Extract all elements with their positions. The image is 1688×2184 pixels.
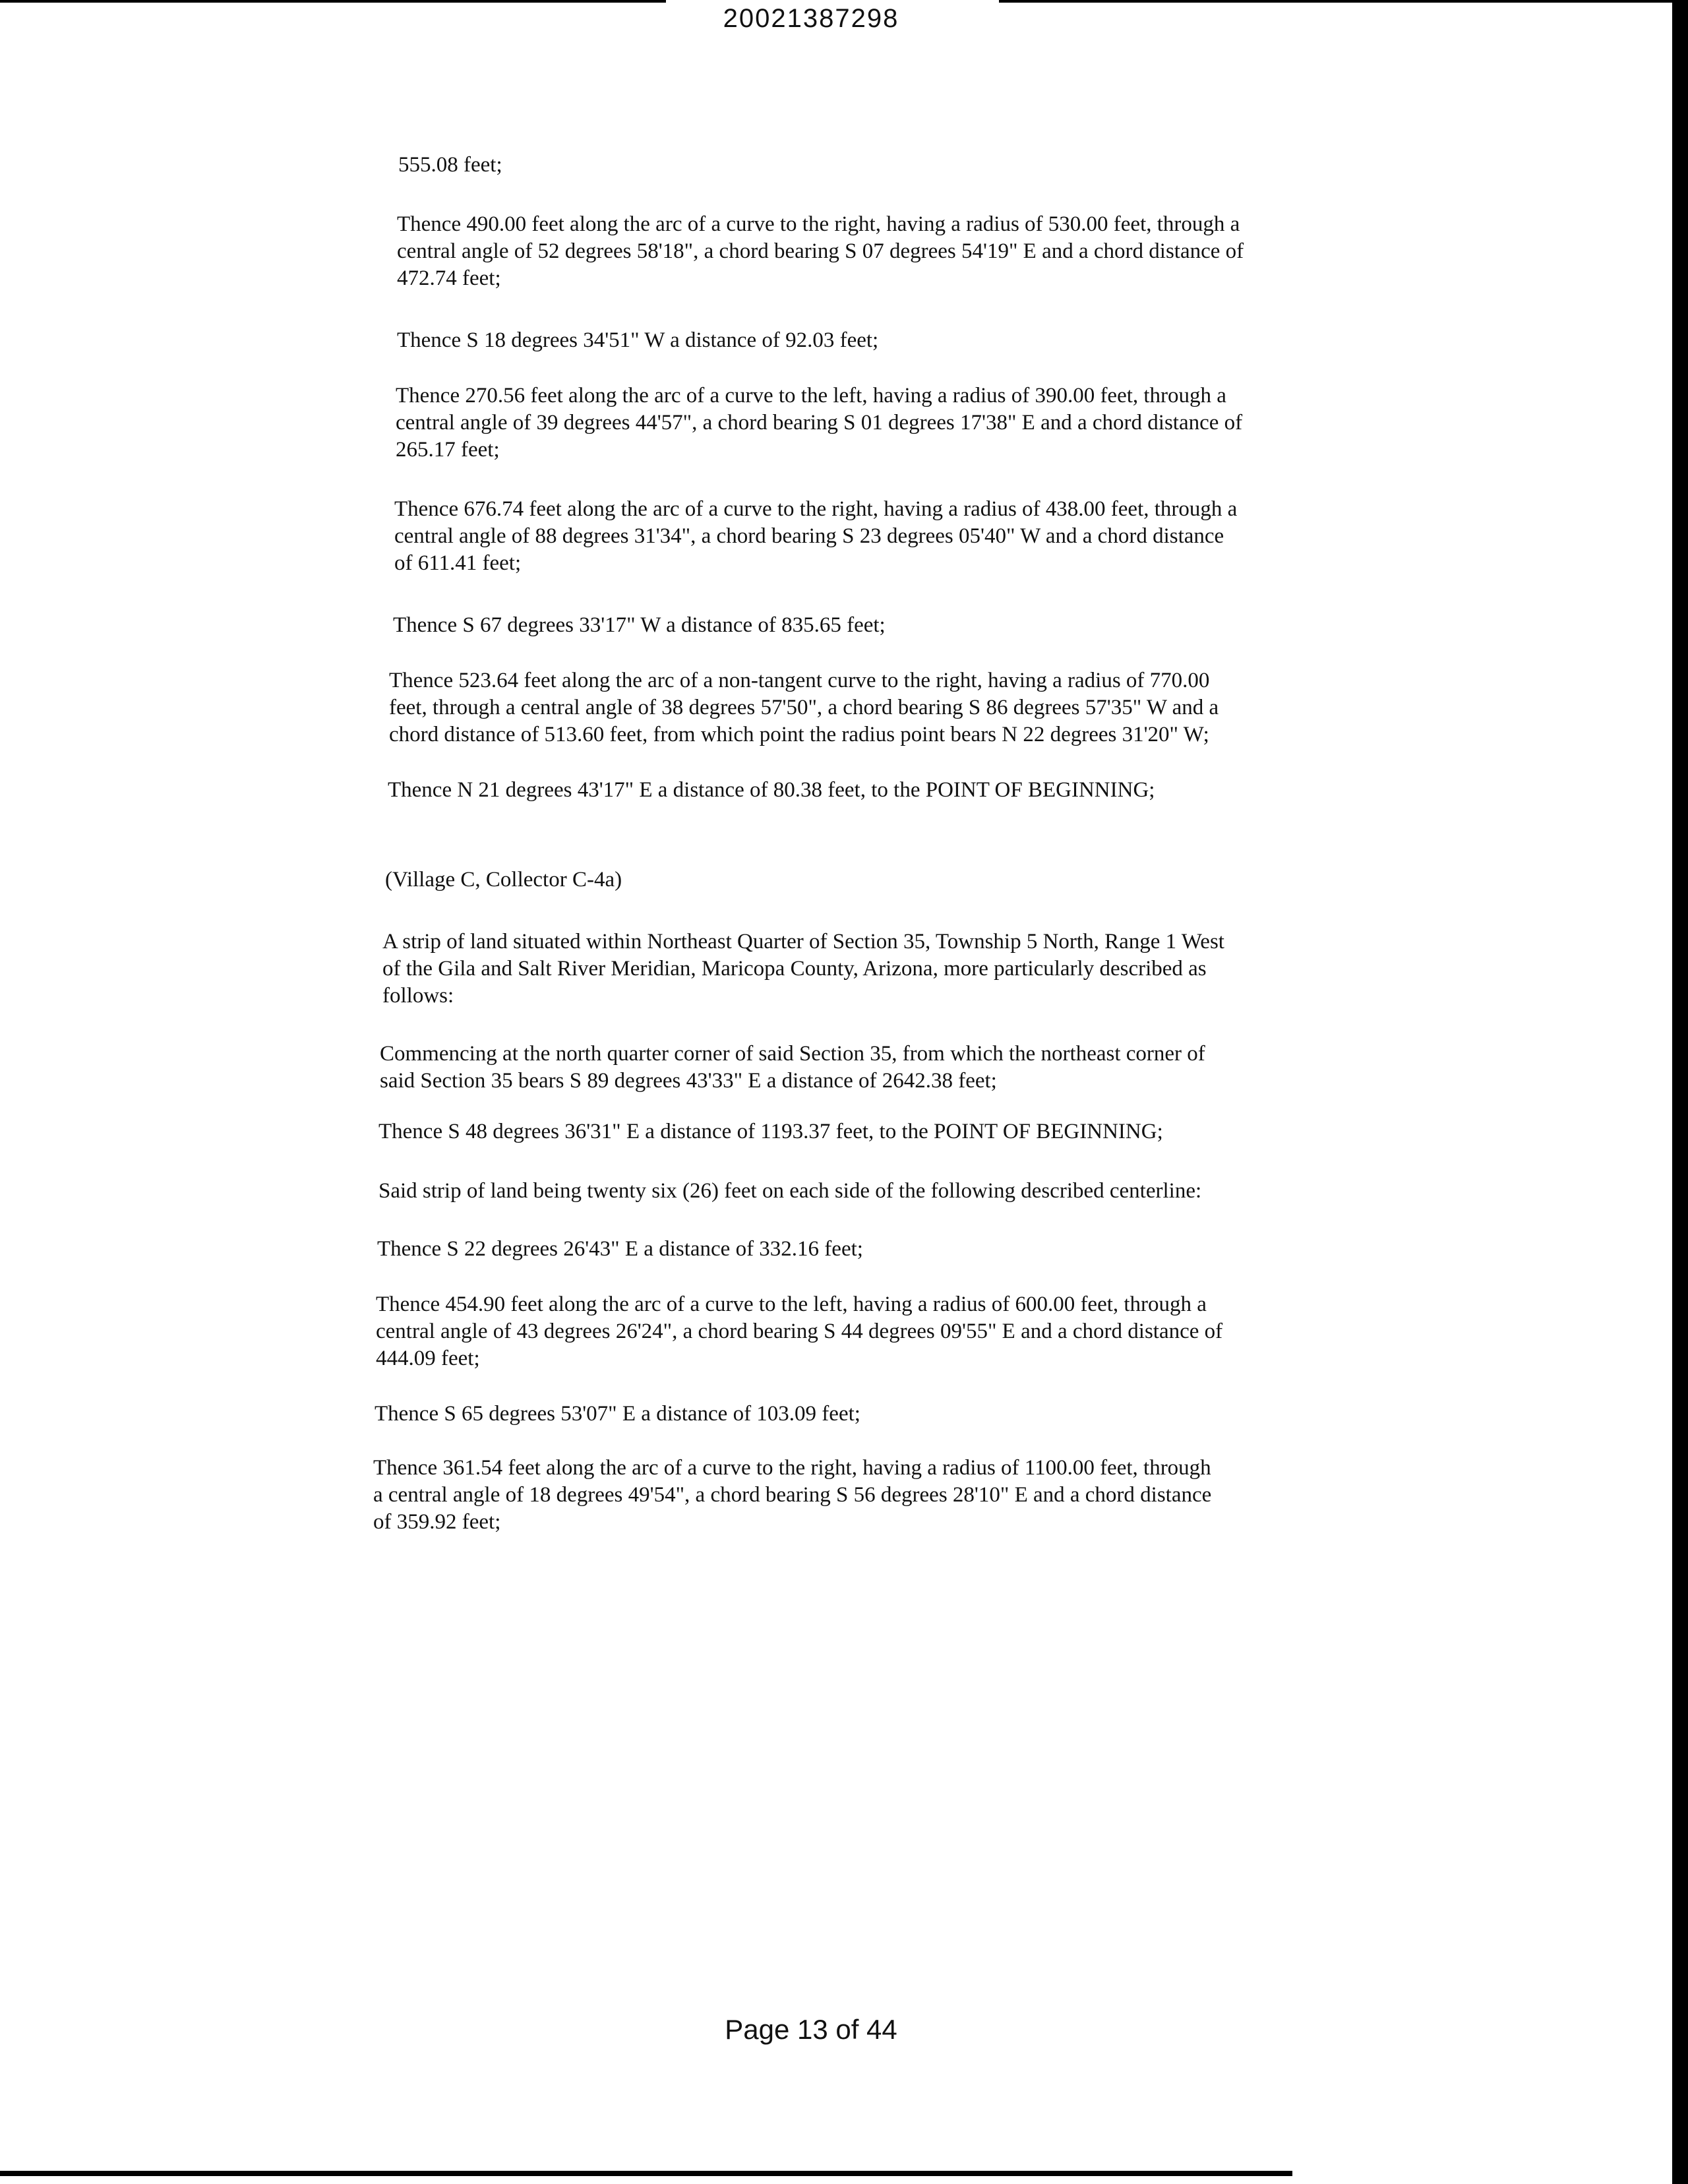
bottom-rule	[0, 2171, 1292, 2176]
paragraph-curve-5: Thence 454.90 feet along the arc of a curve to the left, having a radius of 600.00 feet, through a central angle of 43 degrees 26'24", a chord bearing S 44 degrees 09'55" E and a chord distance of 444.09 feet;	[376, 1292, 1223, 1370]
paragraph-curve-1: Thence 490.00 feet along the arc of a curve to the right, having a radius of 530.00 feet, through a central angle of 52 degrees 58'18", a chord bearing S 07 degrees 54'19" E and a chord distance of 472.74 feet;	[397, 212, 1244, 290]
paragraph-centerline: Said strip of land being twenty six (26) feet on each side of the following described centerline:	[378, 1179, 1202, 1203]
page-number: Page 13 of 44	[725, 2014, 897, 2045]
paragraph-commencing: Commencing at the north quarter corner of said Section 35, from which the northeast corner of said Section 35 bears S 89 degrees 43'33" E a distance of 2642.38 feet;	[380, 1042, 1205, 1093]
paragraph-curve-4: Thence 523.64 feet along the arc of a non-tangent curve to the right, having a radius of 770.00 feet, through a central angle of 38 degrees 57'50", a chord bearing S 86 degrees 57'35" W and a chord distance of 513.60 feet, from which point the radius point bears N 22 degrees 31'20" W;	[389, 669, 1219, 746]
paragraph-curve-6: Thence 361.54 feet along the arc of a curve to the right, having a radius of 1100.00 feet, through a central angle of 18 degrees 49'54", a chord bearing S 56 degrees 28'10" E and a chord distance of 359.92 feet;	[373, 1456, 1212, 1534]
paragraph-curve-2: Thence 270.56 feet along the arc of a curve to the left, having a radius of 390.00 feet, through a central angle of 39 degrees 44'57", a chord bearing S 01 degrees 17'38" E and a chord distance of 265.17 feet;	[396, 384, 1243, 462]
recording-number: 20021387298	[723, 4, 899, 33]
paragraph-strip-description: A strip of land situated within Northeast Quarter of Section 35, Township 5 North, Range 1 West of the Gila and Salt River Meridian, Maricopa County, Arizona, more particularly described as follows:	[382, 930, 1224, 1008]
paragraph-line-3: Thence S 22 degrees 26'43" E a distance of 332.16 feet;	[377, 1237, 863, 1261]
paragraph-point-of-beginning-1: Thence N 21 degrees 43'17" E a distance of 80.38 feet, to the POINT OF BEGINNING;	[388, 778, 1155, 802]
section-heading: (Village C, Collector C-4a)	[385, 868, 622, 892]
paragraph-line-2: Thence S 67 degrees 33'17" W a distance of 835.65 feet;	[393, 613, 886, 637]
paragraph-continuation: 555.08 feet;	[398, 153, 502, 177]
paragraph-line-1: Thence S 18 degrees 34'51" W a distance of 92.03 feet;	[397, 328, 879, 352]
paragraph-point-of-beginning-2: Thence S 48 degrees 36'31" E a distance of 1193.37 feet, to the POINT OF BEGINNING;	[378, 1120, 1163, 1143]
scan-edge-right	[1672, 0, 1688, 2184]
paragraph-curve-3: Thence 676.74 feet along the arc of a curve to the right, having a radius of 438.00 feet, through a central angle of 88 degrees 31'34", a chord bearing S 23 degrees 05'40" W and a chord distance of 611.41 feet;	[394, 497, 1238, 575]
paragraph-line-4: Thence S 65 degrees 53'07" E a distance of 103.09 feet;	[375, 1402, 860, 1426]
